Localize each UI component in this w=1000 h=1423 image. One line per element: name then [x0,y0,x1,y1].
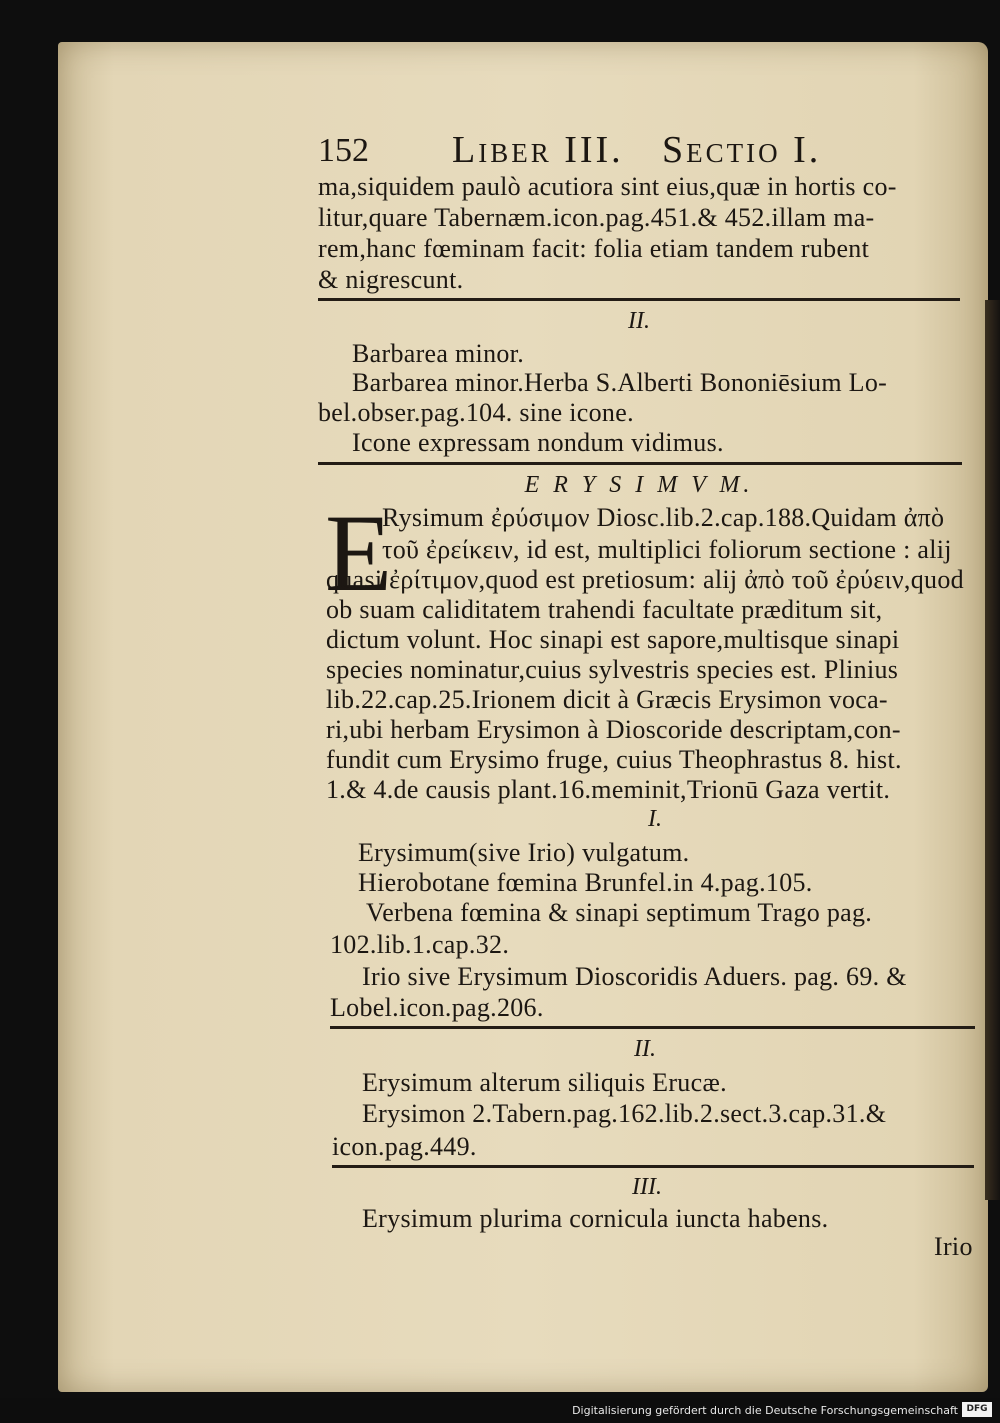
entry-line: Erysimum plurima cornicula iuncta habens. [362,1204,829,1233]
drop-cap: E [325,492,393,614]
entry-line: Icone expressam nondum vidimus. [352,428,724,457]
page-number: 152 [318,132,369,169]
entry-line: Lobel.icon.pag.206. [330,993,544,1022]
article-line: quasi ἐρίτιμον,quod est pretiosum: alij ἀπὸ τοῦ ἐρύειν,quod [326,565,964,594]
article-line: fundit cum Erysimo fruge, cuius Theophrastus 8. hist. [326,745,902,774]
section-numeral: II. [634,1036,656,1062]
entry-line: Hierobotane fœmina Brunfel.in 4.pag.105. [358,868,813,897]
body-line: & nigrescunt. [318,265,464,294]
body-line: ma,siquidem paulò acutiora sint eius,quæ in hortis co- [318,172,897,201]
entry-line: Verbena fœmina & sinapi septimum Trago pag. [366,898,873,927]
article-line: 1.& 4.de causis plant.16.meminit,Trionū Gaza vertit. [326,775,891,804]
running-section: Sectio I. [662,129,822,171]
running-title: Liber III. [452,129,624,171]
article-line: ob suam caliditatem trahendi facultate præditum sit, [326,595,883,624]
entry-line: bel.obser.pag.104. sine icone. [318,398,634,427]
article-line: τοῦ ἐρείκειν, id est, multiplici foliorum sectione : alij [382,535,952,564]
section-divider [318,298,960,301]
funding-notice: Digitalisierung gefördert durch die Deutsche Forschungsgemeinschaft [572,1404,958,1417]
section-divider [332,1165,974,1168]
article-line: dictum volunt. Hoc sinapi est sapore,multisque sinapi [326,625,900,654]
body-line: rem,hanc fœminam facit: folia etiam tandem rubent [318,234,870,263]
article-line: species nominatur,cuius sylvestris species est. Plinius [326,655,899,684]
entry-line: Erysimum(sive Irio) vulgatum. [358,838,690,867]
article-line: lib.22.cap.25.Irionem dicit à Græcis Erysimon voca- [326,685,888,714]
article-line: ri,ubi herbam Erysimon à Dioscoride descriptam,con- [326,715,901,744]
body-line: litur,quare Tabernæm.icon.pag.451.& 452.illam ma- [318,203,875,232]
section-divider [330,1026,975,1029]
page-edge-shadow [985,300,1000,1200]
section-numeral: I. [648,806,662,832]
article-heading: E R Y S I M V M. [524,472,754,498]
entry-line: Barbarea minor. [352,339,524,368]
entry-line: Irio sive Erysimum Dioscoridis Aduers. pag. 69. & [362,962,907,991]
section-divider [318,462,962,465]
entry-line: Barbarea minor.Herba S.Alberti Bononiēsium Lo- [352,368,888,397]
dfg-logo: DFG [962,1402,992,1417]
section-numeral: II. [628,308,650,334]
section-numeral: III. [632,1174,662,1200]
entry-line: Erysimum alterum siliquis Erucæ. [362,1068,727,1097]
article-line: Rysimum ἐρύσιμον Diosc.lib.2.cap.188.Quidam ἀπὸ [382,503,945,532]
entry-line: icon.pag.449. [332,1132,477,1161]
entry-line: 102.lib.1.cap.32. [330,930,510,959]
entry-line: Erysimon 2.Tabern.pag.162.lib.2.sect.3.cap.31.& [362,1099,887,1128]
catchword: Irio [934,1232,973,1261]
